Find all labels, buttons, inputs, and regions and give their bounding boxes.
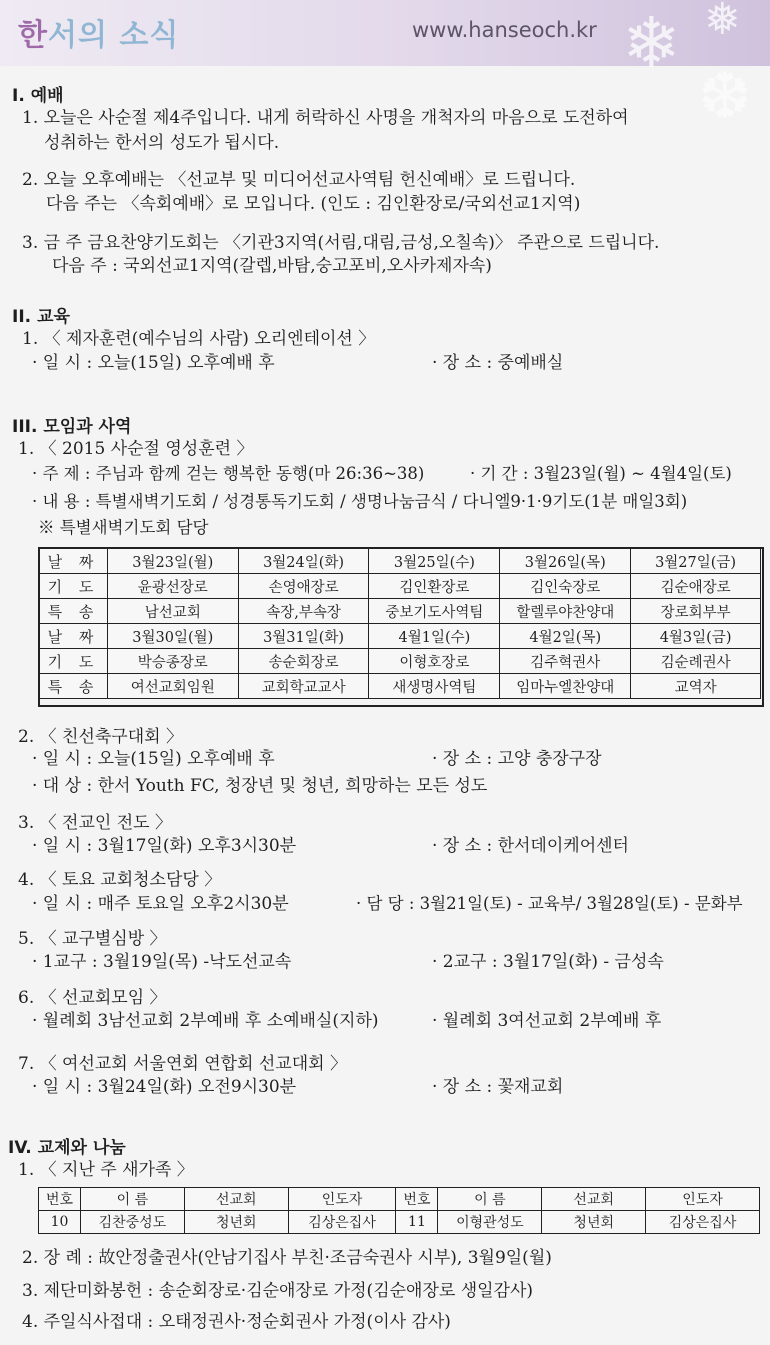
education-item-1: 1. 〈 제자훈련(예수님의 사람) 오리엔테이션 〉 (22, 329, 376, 349)
schedule-cell: 3월27일(금) (631, 549, 761, 574)
lent-content: · 내 용 : 특별새벽기도회 / 성경통독기도회 / 생명나눔금식 / 다니엘9·1·9기도(1분 매일3회) (32, 492, 688, 511)
schedule-cell: 4월1일(수) (369, 624, 500, 649)
new-family-table (38, 1187, 760, 1234)
worship-item-3: 3. 금 주 금요찬양기도회는 〈기관3지역(서림,대림,금성,오칠속)〉 주관으로 드립니다. (22, 233, 660, 253)
schedule-cell: 여선교회임원 (107, 674, 238, 699)
meetings-item-5: 5. 〈 교구별심방 〉 (18, 929, 167, 949)
schedule-cell: 손영애장로 (238, 574, 369, 599)
schedule-row-label: 기 도 (40, 574, 108, 599)
evangelism-place: · 장 소 : 한서데이케어센터 (432, 836, 629, 856)
section-heading-meetings: III. 모임과 사역 (12, 417, 132, 437)
schedule-row (40, 624, 761, 649)
soccer-target: · 대 상 : 한서 Youth FC, 청장년 및 청년, 희망하는 모든 성도 (32, 776, 488, 796)
schedule-cell: 임마누엘찬양대 (500, 674, 631, 699)
schedule-cell: 송순회장로 (238, 649, 369, 674)
meetings-item-6: 6. 〈 선교회모임 〉 (18, 988, 167, 1008)
family-header-cell: 번호 (396, 1188, 438, 1211)
mission-meeting-women: · 월례회 3여선교회 2부예배 후 (432, 1011, 662, 1031)
meetings-item-4: 4. 〈 토요 교회청소담당 〉 (18, 870, 222, 890)
fellowship-item-4: 4. 주일식사접대 : 오태정권사·정순회권사 가정(이사 감사) (22, 1312, 451, 1332)
schedule-cell: 김인환장로 (369, 574, 500, 599)
family-cell: 김상은집사 (646, 1211, 760, 1234)
lent-period: · 기 간 : 3월23일(월) ~ 4월4일(토) (470, 464, 732, 483)
meetings-item-3: 3. 〈 전교인 전도 〉 (18, 813, 172, 833)
section-heading-education: II. 교육 (12, 307, 70, 327)
schedule-cell: 3월23일(월) (107, 549, 238, 574)
schedule-cell: 박승종장로 (107, 649, 238, 674)
mission-meeting-men: · 월례회 3남선교회 2부예배 후 소예배실(지하) (32, 1011, 379, 1031)
family-header-cell: 인도자 (288, 1188, 396, 1211)
schedule-row-label: 특 송 (40, 599, 108, 624)
schedule-row (40, 574, 761, 599)
family-data-row (39, 1211, 760, 1234)
worship-item-1: 1. 오늘은 사순절 제4주입니다. 내게 허락하신 사명을 개척자의 마음으로 도전하여 (22, 108, 629, 128)
schedule-cell: 3월24일(화) (238, 549, 369, 574)
family-cell: 이형관성도 (438, 1211, 542, 1234)
family-cell: 청년회 (184, 1211, 288, 1234)
fellowship-item-1: 1. 〈 지난 주 새가족 〉 (18, 1160, 194, 1180)
schedule-cell: 교역자 (631, 674, 761, 699)
schedule-cell: 김주혁권사 (500, 649, 631, 674)
family-header-row (39, 1188, 760, 1211)
evangelism-time: · 일 시 : 3월17일(화) 오후3시30분 (32, 836, 297, 856)
worship-item-2-cont: 다음 주는 〈속회예배〉로 모입니다. (인도 : 김인환장로/국외선교1지역) (46, 194, 581, 214)
family-cell: 11 (396, 1211, 438, 1234)
schedule-row (40, 674, 761, 699)
schedule-cell: 장로회부부 (631, 599, 761, 624)
schedule-cell: 김인숙장로 (500, 574, 631, 599)
worship-item-2: 2. 오늘 오후예배는 〈선교부 및 미디어선교사역팀 헌신예배〉로 드립니다. (22, 170, 576, 190)
schedule-cell: 남선교회 (107, 599, 238, 624)
visitation-district-1: · 1교구 : 3월19일(목) -낙도선교속 (32, 952, 292, 972)
schedule-row-label: 특 송 (40, 674, 108, 699)
schedule-cell: 교회학교교사 (238, 674, 369, 699)
family-header-cell: 선교회 (184, 1188, 288, 1211)
schedule-cell: 김순애장로 (631, 574, 761, 599)
meetings-item-2: 2. 〈 친선축구대회 〉 (18, 727, 183, 747)
schedule-row-label: 날 짜 (40, 549, 108, 574)
family-header-cell: 이 름 (80, 1188, 184, 1211)
schedule-cell: 속장,부속장 (238, 599, 369, 624)
schedule-cell: 중보기도사역팀 (369, 599, 500, 624)
title-first-char: 한 (18, 18, 48, 53)
schedule-row (40, 599, 761, 624)
schedule-row-label: 날 짜 (40, 624, 108, 649)
mission-rally-place: · 장 소 : 꽃재교회 (432, 1077, 564, 1097)
fellowship-item-3: 3. 제단미화봉헌 : 송순회장로·김순애장로 가정(김순애장로 생일감사) (22, 1281, 534, 1301)
family-cell: 김찬중성도 (80, 1211, 184, 1234)
schedule-cell: 새생명사역팀 (369, 674, 500, 699)
title-rest: 서의 소식 (47, 18, 180, 53)
snowflake-icon: ❄ (622, 2, 681, 84)
family-cell: 청년회 (542, 1211, 646, 1234)
schedule-cell: 이형호장로 (369, 649, 500, 674)
soccer-place: · 장 소 : 고양 충장구장 (432, 749, 602, 769)
meetings-item-7: 7. 〈 여선교회 서울연회 연합회 선교대회 〉 (18, 1054, 347, 1074)
schedule-row (40, 649, 761, 674)
worship-item-3-cont: 다음 주 : 국외선교1지역(갈렙,바탐,숭고포비,오사카제자속) (52, 256, 492, 276)
schedule-cell: 김순례권사 (631, 649, 761, 674)
fellowship-item-2: 2. 장 례 : 故안정출권사(안남기집사 부친·조금숙권사 시부), 3월9일(월) (22, 1248, 552, 1268)
cleaning-time: · 일 시 : 매주 토요일 오후2시30분 (32, 894, 289, 914)
schedule-cell: 할렐루야찬양대 (500, 599, 631, 624)
dawn-prayer-note: ※ 특별새벽기도회 담당 (38, 518, 209, 537)
lent-theme: · 주 제 : 주님과 함께 걷는 행복한 동행(마 26:36~38) (32, 464, 425, 483)
schedule-row (40, 549, 761, 574)
section-heading-worship: I. 예배 (12, 86, 64, 106)
education-place: · 장 소 : 중예배실 (432, 353, 564, 373)
mission-rally-time: · 일 시 : 3월24일(화) 오전9시30분 (32, 1077, 297, 1097)
visitation-district-2: · 2교구 : 3월17일(화) - 금성속 (432, 952, 664, 972)
cleaning-duty: · 담 당 : 3월21일(토) - 교육부/ 3월28일(토) - 문화부 (356, 894, 743, 913)
family-header-cell: 이 름 (438, 1188, 542, 1211)
family-header-cell: 번호 (39, 1188, 81, 1211)
website-url[interactable]: www.hanseoch.kr (412, 18, 597, 42)
schedule-cell: 4월2일(목) (500, 624, 631, 649)
family-header-cell: 선교회 (542, 1188, 646, 1211)
schedule-cell: 3월25일(수) (369, 549, 500, 574)
worship-item-1-cont: 성취하는 한서의 성도가 됩시다. (44, 133, 280, 153)
family-cell: 김상은집사 (288, 1211, 396, 1234)
schedule-cell: 윤광선장로 (107, 574, 238, 599)
family-cell: 10 (39, 1211, 81, 1234)
dawn-prayer-schedule-table (39, 548, 761, 699)
schedule-cell: 3월30일(월) (107, 624, 238, 649)
schedule-row-label: 기 도 (40, 649, 108, 674)
schedule-cell: 3월26일(목) (500, 549, 631, 574)
education-time: · 일 시 : 오늘(15일) 오후예배 후 (32, 353, 275, 373)
snowflake-icon: ❆ (698, 60, 752, 134)
schedule-cell: 3월31일(화) (238, 624, 369, 649)
section-heading-fellowship: IV. 교제와 나눔 (8, 1138, 126, 1158)
soccer-time: · 일 시 : 오늘(15일) 오후예배 후 (32, 749, 275, 769)
family-header-cell: 인도자 (646, 1188, 760, 1211)
schedule-cell: 4월3일(금) (631, 624, 761, 649)
page-title (18, 10, 179, 54)
meetings-item-1: 1. 〈 2015 사순절 영성훈련 〉 (18, 439, 254, 459)
snowflake-icon: ❅ (704, 0, 741, 45)
